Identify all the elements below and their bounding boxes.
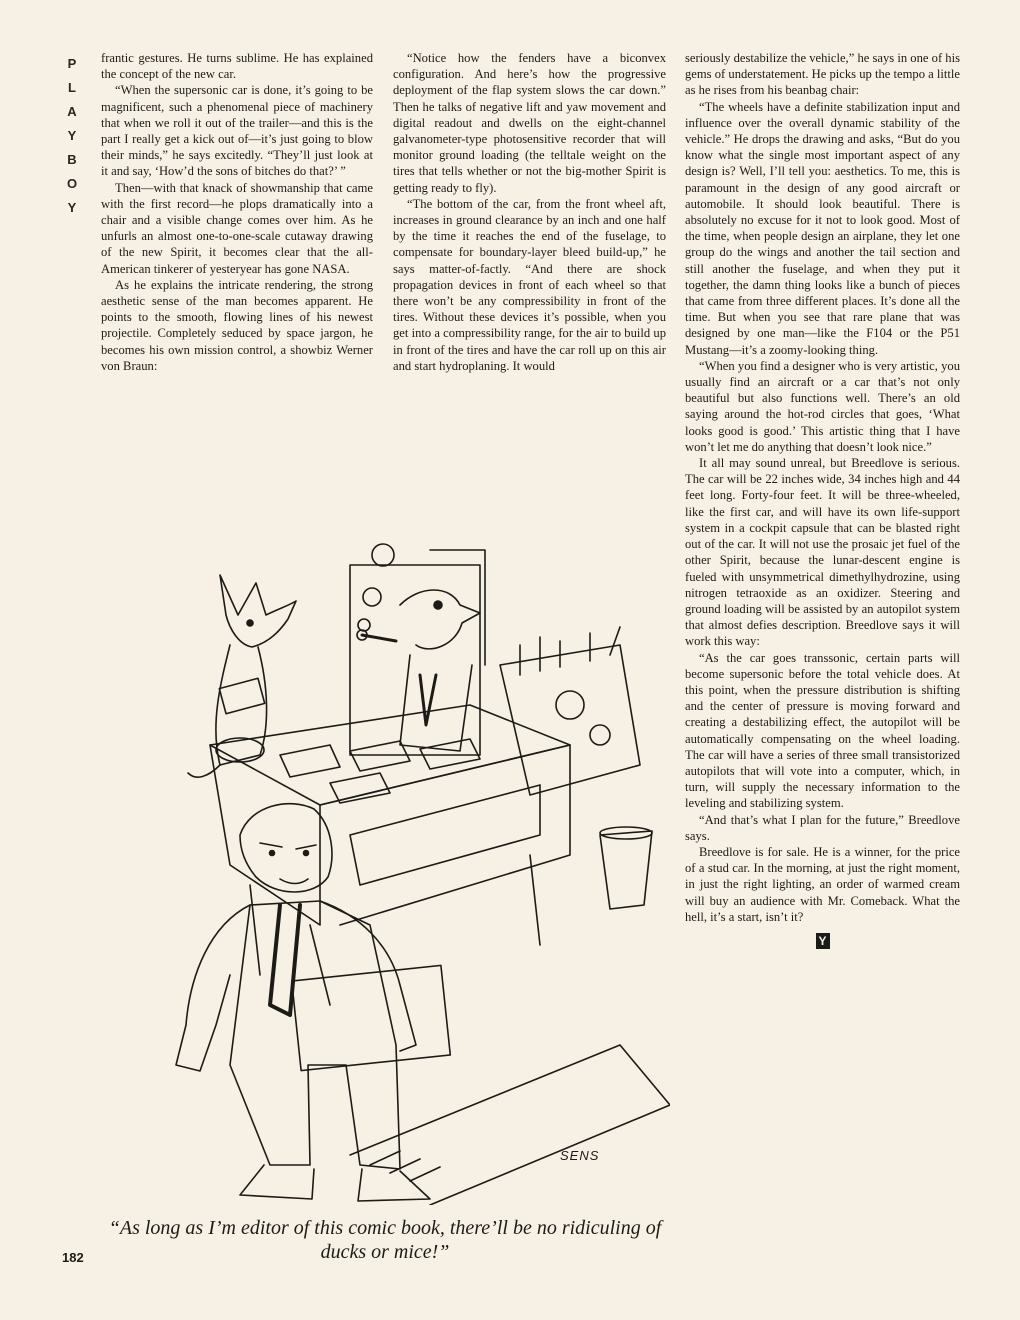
paragraph: frantic gestures. He turns sublime. He has explained the concept of the new car. [101, 51, 373, 82]
paragraph: “And that’s what I plan for the future,” Breedlove says. [685, 812, 960, 843]
paragraph: It all may sound unreal, but Breedlove is serious. The car will be 22 inches wide, 34 inches high and 44 feet long. Forty-four feet. It will be three-wheeled, like the first car, and will have its own life-support system in a cockpit capsule that can be blasted right out of the car. It will not use the prosaic jet fuel of the other Spirit, because the lunar-descent engine is fueled with unsymmetrical dimethylhydrozine, using nitrogen tetraoxide as an oxidizer. Steering and ground loading will be assisted by an autopilot system that almost defies description. Breedlove says it will work this way: [685, 456, 960, 649]
logo-letter: A [67, 104, 77, 119]
paragraph: “The bottom of the car, from the front wheel aft, increases in ground clearance by an inch and one half by the time it reaches the end of the fuselage, to compensate for boundary-layer bleed build-up,” he says matter-of-factly. “And there are shock propagation devices in front of each wheel so that there won’t be any compressibility in front of the tires. Without these devices it’s possible, when you get into a compressibility range, for the air to build up in front of the tires and have the car roll up on this air and start hydroplaning. It would [393, 196, 666, 373]
paragraph: As he explains the intricate rendering, the strong aesthetic sense of the man becomes apparent. He points to the smooth, flowing lines of his newest projectile. Completely seduced by space jargon, he becomes his own mission control, a showbiz Werner von Braun: [101, 277, 373, 373]
logo-letter: B [67, 152, 77, 167]
cartoon-caption: “As long as I’m editor of this comic book, there’ll be no ridiculing of ducks or mice!” [108, 1217, 662, 1263]
logo-letter: L [68, 80, 76, 95]
logo-letter: Y [67, 200, 77, 215]
paragraph: “When the supersonic car is done, it’s going to be magnificent, such a phenomenal piece of machinery that when we roll it out of the trailer—and this is the part I really get a kick out of—it’s just going to blow their minds,” he says excitedly. “They’ll just look at it and say, ‘How’d the sons of bitches do that?’ ” [101, 83, 373, 179]
paragraph: “The wheels have a definite stabilization input and influence over the overall dynamic stability of the vehicle.” He drops the drawing and asks, “But do you know what the single most important aspect of any design is? Well, I’ll tell you: aesthetics. To me, this is paramount in the design of any good aircraft or automobile. It should look beautiful. There is absolutely no excuse for it not to look good. Most of the time, when people design an airplane, they let one group do the wings and another the tail section and still another the fuselage, and when they put it together, the damn thing looks like a bunch of pieces that came from three different places. It’s done all the time. But when you see that rare plane that was designed by one man—like the F104 or the P51 Mustang—it’s a zoomy-looking thing. [685, 99, 960, 357]
article-column-1 [101, 50, 373, 374]
article-column-3 [685, 50, 960, 949]
paragraph: “Notice how the fenders have a biconvex configuration. And here’s how the progressive deployment of the flap system slows the car down.” Then he talks of negative lift and yaw movement and digital readout and dwells on the eight-channel galvanometer-type photosensitive recorder that will monitor ground loading (the telltale weight on the tires that tells whether or not the big-mother Spirit is getting ready to fly). [393, 51, 666, 195]
paragraph: Then—with that knack of showmanship that came with the first record—he plops dramatically into a chair and a visible change comes over him. As he unfurls an almost one-to-one-scale cutaway drawing of the new Spirit, it becomes clear that the all-American tinkerer of yesteryear has gone NASA. [101, 180, 373, 276]
logo-letter: Y [67, 128, 77, 143]
paragraph: “When you find a designer who is very artistic, you usually find an aircraft or a car that’s not only beautiful but also functions well. There’s an old saying around the hot-rod circles that goes, ‘What looks good is good.’ This artistic thing that I have won’t let me do anything that doesn’t look nice.” [685, 358, 960, 454]
page-number: 182 [62, 1250, 84, 1265]
paragraph: Breedlove is for sale. He is a winner, for the price of a stud car. In the morning, at just the right moment, in just the right lighting, an order of warmed cream will buy an audience with Mr. Comeback. What the hell, it’s a start, isn’t it? [685, 844, 960, 924]
end-mark-icon: Y [816, 933, 830, 949]
paragraph: “As the car goes transsonic, certain parts will become supersonic before the total vehicle does. At this point, when the pressure distribution is shifting and the center of pressure is moving forward and creating a destabilizing effect, the autopilot will be automatically compensating on the wheel loading. The car will have a series of three small transistorized autopilots that will vote into a computer, which, in turn, will supply the necessary information to the leveling and stabilizing system. [685, 650, 960, 811]
logo-letter: P [67, 56, 77, 71]
article-column-2 [393, 50, 666, 374]
magazine-logo-vertical [60, 52, 84, 220]
artist-signature: SENS [560, 1148, 600, 1163]
cartoon-illustration [100, 505, 670, 1205]
paragraph: seriously destabilize the vehicle,” he says in one of his gems of understatement. He picks up the tempo a little as he rises from his beanbag chair: [685, 51, 960, 98]
logo-letter: O [66, 176, 78, 191]
